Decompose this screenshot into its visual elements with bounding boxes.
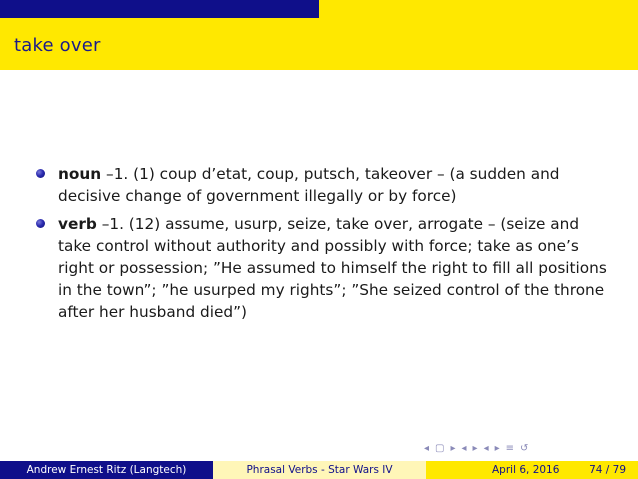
navigation-symbols <box>424 442 528 456</box>
list-item-verb <box>34 213 614 323</box>
slide-title: take over <box>14 35 101 56</box>
footer-title: Phrasal Verbs - Star Wars IV <box>213 461 426 479</box>
footer-date: April 6, 2016 <box>492 464 560 476</box>
footer-date-page <box>426 461 638 479</box>
definition-verb: –1. (12) assume, usurp, seize, take over, arrogate – (seize and take control without authority and possibly with force; take as one’s right or possession; ”He assumed to himself the right to fill all positions in the town”; ”he usurped my rights”; ”She seized control of the throne after her husband died”) <box>58 215 607 321</box>
bullet-icon <box>36 169 45 178</box>
nav-prev-subsection-icon[interactable]: ◂ <box>461 443 467 454</box>
nav-prev-section-icon[interactable]: ◂ <box>483 443 489 454</box>
term-noun: noun <box>58 165 102 183</box>
slide-content <box>34 163 614 329</box>
nav-next-section-icon[interactable]: ▸ <box>494 443 500 454</box>
nav-next-frame-icon[interactable]: ▸ <box>450 443 456 454</box>
nav-search-icon[interactable]: ↺ <box>520 443 529 454</box>
nav-align-icon[interactable]: ≡ <box>505 443 515 454</box>
header-stripe <box>0 0 638 18</box>
list-item-noun <box>34 163 614 207</box>
bullet-icon <box>36 219 45 228</box>
footer-author: Andrew Ernest Ritz (Langtech) <box>0 461 213 479</box>
nav-next-subsection-icon[interactable]: ▸ <box>472 443 478 454</box>
header-stripe-blue <box>0 0 319 18</box>
footer-page-number: 74 / 79 <box>589 464 626 476</box>
nav-prev-frame-icon[interactable]: ▢ <box>435 443 445 454</box>
footline <box>0 461 638 479</box>
definition-noun: –1. (1) coup d’etat, coup, putsch, takeover – (a sudden and decisive change of government illegally or by force) <box>58 165 560 205</box>
header-stripe-yellow <box>319 0 638 18</box>
term-verb: verb <box>58 215 97 233</box>
nav-first-frame-icon[interactable]: ◂ <box>424 443 430 454</box>
